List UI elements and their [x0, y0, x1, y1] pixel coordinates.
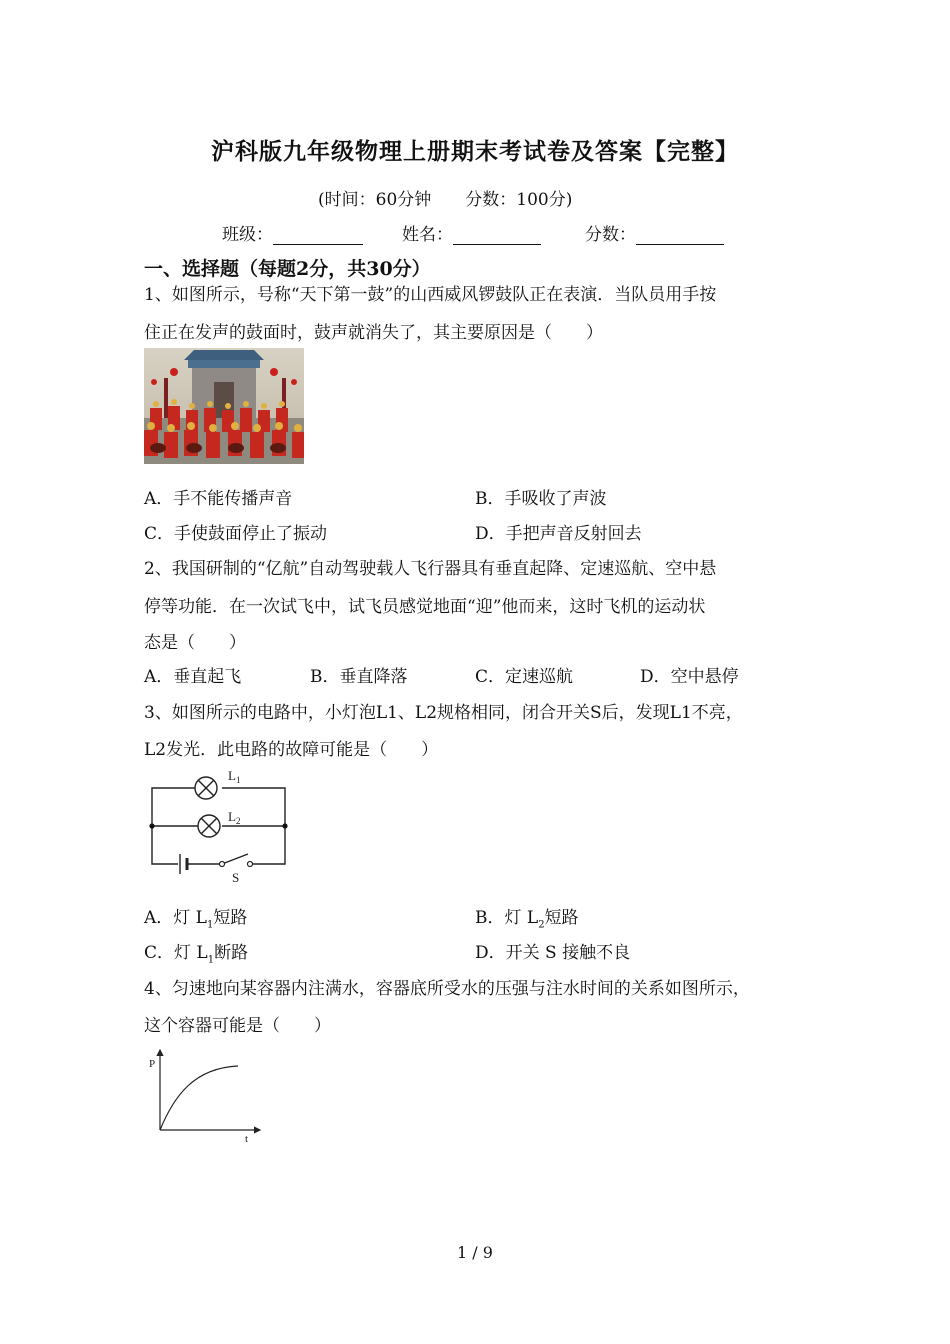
q3-text-line1: 3、如图所示的电路中，小灯泡L1、L2规格相同，闭合开关S后，发现L1不亮，: [144, 703, 743, 723]
switch-label: S: [232, 870, 240, 885]
name-field: [402, 220, 541, 245]
name-label: 姓名：: [402, 225, 453, 245]
svg-text:L1: [228, 768, 240, 785]
q4-text-line2: 这个容器可能是（ ）: [144, 1016, 331, 1036]
lamp-l1-icon: [195, 777, 217, 799]
l2-subscript: 2: [235, 816, 241, 826]
class-field: [222, 220, 363, 245]
q3-option-a: A．灯 $L_1$短路: [144, 908, 248, 931]
q1-option-a: A．手不能传播声音: [144, 489, 293, 509]
l2-label: L: [228, 809, 236, 824]
q2-text-line3: 态是（ ）: [144, 633, 246, 653]
l1-subscript: 1: [235, 775, 241, 785]
q3-option-c: C．灯 $L_1$断路: [144, 943, 249, 966]
y-axis-label: P: [149, 1058, 156, 1070]
q2-option-d: D．空中悬停: [640, 667, 739, 687]
q3-option-d: D．开关 S 接触不良: [475, 943, 631, 963]
drum-performance-photo: [144, 348, 304, 464]
q1-option-b: B．手吸收了声波: [475, 489, 607, 509]
q2-text-line1: 2、我国研制的“亿航”自动驾驶载人飞行器具有垂直起降、定速巡航、空中悬: [144, 559, 717, 579]
exam-info: (时间：60分钟 分数：100分): [318, 190, 573, 210]
q2-option-a: A．垂直起飞: [144, 667, 242, 687]
q2-option-c: C．定速巡航: [475, 667, 574, 687]
pressure-time-graph: [144, 1046, 268, 1146]
class-label: 班级：: [222, 225, 273, 245]
junction-right: [282, 823, 287, 828]
q4-text-line1: 4、匀速地向某容器内注满水，容器底所受水的压强与注水时间的关系如图所示，: [144, 979, 750, 999]
name-blank: [453, 226, 541, 245]
circuit-diagram: [144, 766, 294, 886]
score-label: 分数：: [585, 225, 636, 245]
q1-option-c: C．手使鼓面停止了振动: [144, 524, 328, 544]
x-axis-label: t: [245, 1133, 249, 1145]
class-blank: [273, 226, 363, 245]
l1-label: L: [228, 768, 236, 783]
q3-text-line2: L2发光．此电路的故障可能是（ ）: [144, 740, 439, 760]
lamp-l2-icon: [198, 815, 220, 837]
q1-text-line2: 住正在发声的鼓面时，鼓声就消失了，其主要原因是（ ）: [144, 323, 603, 343]
q3-option-b: B．灯 $L_2$短路: [475, 908, 579, 931]
q1-text-line1: 1、如图所示，号称“天下第一鼓”的山西威风锣鼓队正在表演．当队员用手按: [144, 285, 717, 305]
svg-text:L2: [228, 809, 240, 826]
score-field: [585, 220, 724, 245]
page-number: 1 / 9: [457, 1243, 493, 1262]
score-blank: [636, 226, 724, 245]
page-title: 沪科版九年级物理上册期末考试卷及答案【完整】: [211, 138, 739, 165]
pressure-curve: [160, 1066, 238, 1130]
q2-option-b: B．垂直降落: [310, 667, 408, 687]
q1-option-d: D．手把声音反射回去: [475, 524, 642, 544]
q2-text-line2: 停等功能．在一次试飞中，试飞员感觉地面“迎”他而来，这时飞机的运动状: [144, 597, 706, 617]
switch-icon: [220, 862, 253, 867]
battery-icon: [180, 854, 187, 874]
junction-left: [149, 823, 154, 828]
section-heading: 一、选择题（每题2分，共30分）: [144, 258, 431, 280]
